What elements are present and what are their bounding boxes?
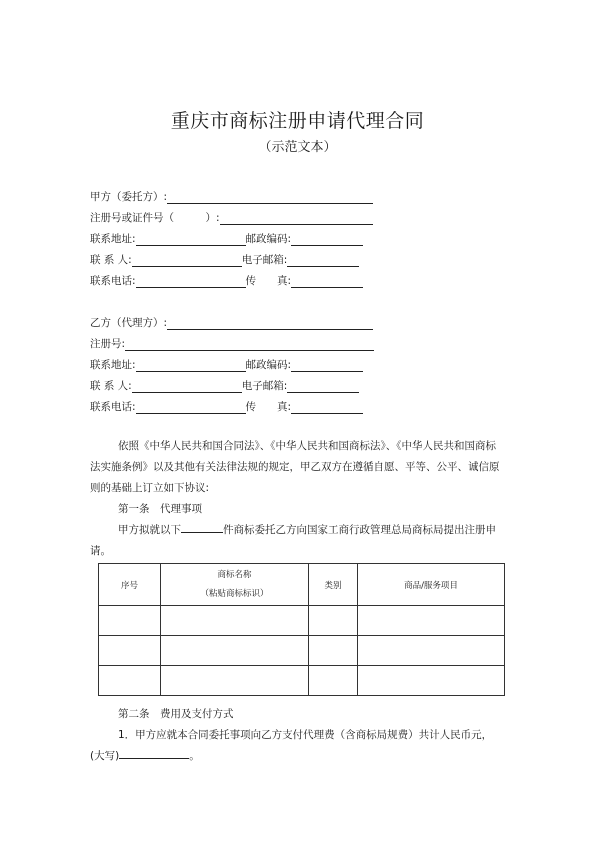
party-a-name-label: 甲方（委托方）: xyxy=(90,191,168,203)
table-cell[interactable] xyxy=(99,636,161,666)
party-a-fax-label: 传 真: xyxy=(245,275,292,287)
party-b-phone-label: 联系电话: xyxy=(90,401,136,413)
table-cell[interactable] xyxy=(99,606,161,636)
party-b-address-row xyxy=(90,358,363,372)
party-b-reg-row xyxy=(90,337,374,351)
article2-text-b: 。 xyxy=(189,750,200,762)
article2-title: 第二条 费用及支付方式 xyxy=(118,708,234,720)
page-subtitle: （示范文本） xyxy=(258,140,337,155)
party-b-phone-row xyxy=(90,400,363,414)
col-goods-header: 商品/服务项目 xyxy=(358,564,505,606)
party-b-name-field[interactable] xyxy=(167,317,373,330)
table-header-row xyxy=(99,564,505,606)
col-name-label: 商标名称 xyxy=(217,569,252,580)
party-a-reg-label: 注册号或证件号（ ）: xyxy=(90,212,220,224)
table-cell[interactable] xyxy=(99,666,161,696)
party-b-contact-label: 联 系 人: xyxy=(90,380,132,392)
party-a-address-field[interactable] xyxy=(136,233,246,246)
party-b-fax-field[interactable] xyxy=(291,401,363,414)
party-b-reg-label: 注册号: xyxy=(90,338,126,350)
article2-text-a: 1．甲方应就本合同委托事项向乙方支付代理费（含商标局规费）共计人民币元，(大写) xyxy=(90,729,493,762)
party-b-address-label: 联系地址: xyxy=(90,359,136,371)
page-title: 重庆市商标注册申请代理合同 xyxy=(170,110,425,132)
table-cell[interactable] xyxy=(358,606,505,636)
table-cell[interactable] xyxy=(358,666,505,696)
party-b-email-label: 电子邮箱: xyxy=(241,380,288,392)
table-row xyxy=(99,606,505,636)
trademark-count-field[interactable] xyxy=(181,521,223,533)
article1-title: 第一条 代理事项 xyxy=(118,503,202,515)
party-b-reg-field[interactable] xyxy=(125,338,374,351)
article1-text-b: 件商标委托乙方向国家工商行政管理总局商标局提出注册申请。 xyxy=(90,524,496,557)
party-a-contact-field[interactable] xyxy=(132,254,242,267)
table-row xyxy=(99,666,505,696)
table-cell[interactable] xyxy=(309,636,358,666)
party-a-address-row xyxy=(90,232,363,246)
article2-paragraph xyxy=(90,725,505,767)
party-b-address-field[interactable] xyxy=(136,359,246,372)
table-cell[interactable] xyxy=(161,606,309,636)
table-row xyxy=(99,636,505,666)
party-b-contact-field[interactable] xyxy=(132,380,242,393)
col-name-note: （粘贴商标标识） xyxy=(200,588,269,599)
party-a-name-row xyxy=(90,190,373,204)
party-b-phone-field[interactable] xyxy=(136,401,246,414)
intro-paragraph: 依照《中华人民共和国合同法》、《中华人民共和国商标法》、《中华人民共和国商标法实施条例》以及其他有关法律法规的规定，甲乙双方在遵循自愿、平等、公平、诚信原则的基础上订立如下协议: xyxy=(90,440,500,494)
party-a-email-field[interactable] xyxy=(287,254,359,267)
article1-text-a: 甲方拟就以下 xyxy=(118,524,181,536)
party-a-phone-field[interactable] xyxy=(136,275,246,288)
party-b-contact-row xyxy=(90,379,359,393)
party-a-fax-field[interactable] xyxy=(291,275,363,288)
party-b-name-row xyxy=(90,316,373,330)
table-cell[interactable] xyxy=(309,666,358,696)
party-b-postcode-field[interactable] xyxy=(291,359,363,372)
article1-paragraph xyxy=(90,520,505,562)
party-a-address-label: 联系地址: xyxy=(90,233,136,245)
party-a-phone-label: 联系电话: xyxy=(90,275,136,287)
party-a-phone-row xyxy=(90,274,363,288)
article2-section xyxy=(90,704,505,767)
party-a-name-field[interactable] xyxy=(167,191,373,204)
party-b-fax-label: 传 真: xyxy=(245,401,292,413)
col-no-header: 序号 xyxy=(99,564,161,606)
table-cell[interactable] xyxy=(309,606,358,636)
party-a-email-label: 电子邮箱: xyxy=(241,254,288,266)
table-cell[interactable] xyxy=(161,666,309,696)
party-a-contact-row xyxy=(90,253,359,267)
party-a-postcode-label: 邮政编码: xyxy=(245,233,292,245)
party-b-postcode-label: 邮政编码: xyxy=(245,359,292,371)
party-b-name-label: 乙方（代理方）: xyxy=(90,317,168,329)
trademark-table xyxy=(98,563,505,696)
party-a-postcode-field[interactable] xyxy=(291,233,363,246)
table-cell[interactable] xyxy=(358,636,505,666)
party-a-contact-label: 联 系 人: xyxy=(90,254,132,266)
contract-body xyxy=(90,436,505,562)
table-cell[interactable] xyxy=(161,636,309,666)
party-a-reg-field[interactable] xyxy=(220,212,373,225)
fee-amount-field[interactable] xyxy=(119,747,189,759)
col-class-header: 类别 xyxy=(309,564,358,606)
party-b-email-field[interactable] xyxy=(287,380,359,393)
col-name-header xyxy=(161,564,309,606)
party-a-reg-row xyxy=(90,211,373,225)
